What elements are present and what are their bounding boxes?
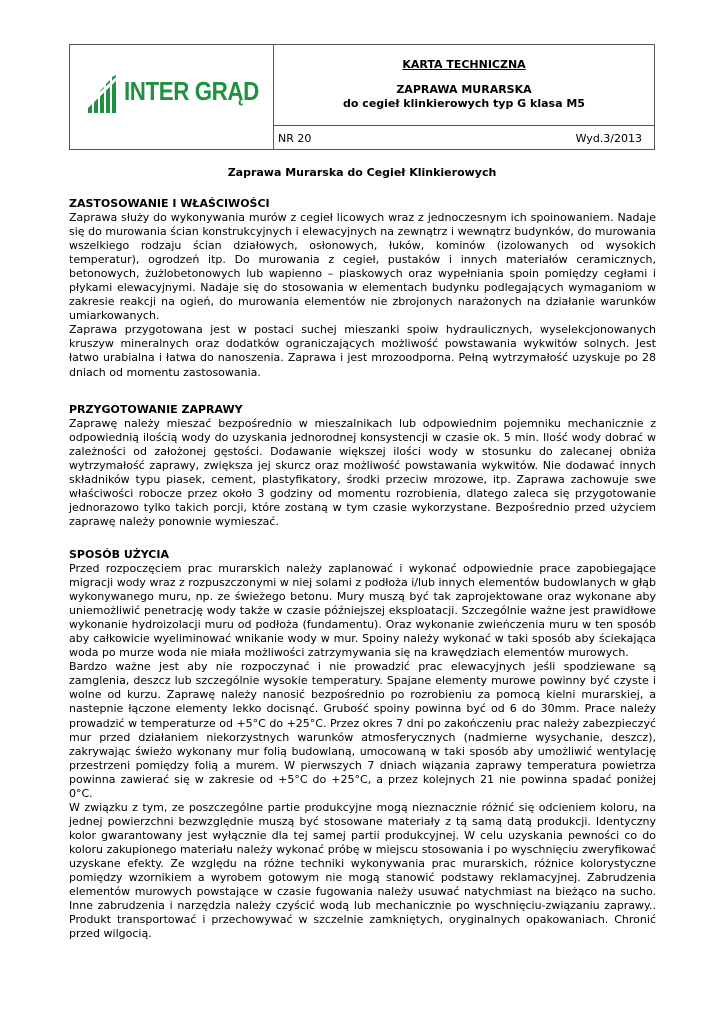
paragraph: Zaprawa służy do wykonywania murów z cegieł licowych wraz z jednoczesnym ich spoinowaniem. Nadaje się do murowania ścian konstrukcyjnych i elewacyjnych na zewnątrz i wewnątrz budynków, do murowania wszelkiego rodzaju ścian działowych, osłonowych, łuków, kominów (izolowanych od wysokich temperatur), ogrodzeń itp. Do murowania z cegieł, pustaków i innych materiałów ceramicznych, betonowych, żużlobetonowych lub wapienno – piaskowych oraz wypełniania spoin pomiędzy cegłami i płykami elewacyjnymi. Nadaje się do stosowania w elementach budynku podlegających wymaganiom w zakresie reakcji na ogień, do murowania elementów nie zbrojonych narażonych na działanie warunków umiarkowanych. bbox=[69, 211, 656, 323]
paragraph: Zaprawa przygotowana jest w postaci suchej mieszanki spoiw hydraulicznych, wyselekcjonowanych kruszyw mineralnych oraz dodatków ograniczających możliwość powstawania wykwitów solnych. Jest łatwo urabialna i łatwa do nanoszenia. Zaprawa i jest mrozoodporna. Pełną wytrzymałość uzyskuje po 28 dniach od momentu zastosowania. bbox=[69, 323, 656, 379]
paragraph: Bardzo ważne jest aby nie rozpoczynać i nie prowadzić prac elewacyjnych jeśli spodziewane są zamglenia, deszcz lub szczególnie wysokie temperatury. Spajane elementy murowe powinny być czyste i wolne od kurzu. Zaprawę należy nanosić bezpośrednio po rozrobieniu za pomocą kielni murarskiej, a nastepnie łączone elementy lekko docisnąć. Grubość spoiny powinna być od 6 do 30mm. Prace należy prowadzić w temperaturze od +5°C do +25°C. Przez okres 7 dni po zakończeniu prac należy zabezpieczyć mur przed działaniem niekorzystnych warunków atmosferycznych (nadmierne wysychanie, deszcz), zakrywając świeżo wykonany mur folią budowlaną, umocowaną w taki sposób aby umożliwić wentylację przestrzeni pomiędzy folią a murem. W pierwszych 7 dniach wiązania zaprawy temperatura powietrza powinna zawierać się w zakresie od +5°C do +25°C, a przez kolejnych 21 nie powinna spadać poniżej 0°C. bbox=[69, 660, 656, 800]
section-heading: SPOSÓB UŻYCIA bbox=[69, 548, 169, 561]
document-title: Zaprawa Murarska do Cegieł Klinkierowych bbox=[227, 166, 497, 179]
header-divider bbox=[274, 125, 654, 126]
paragraph: W związku z tym, ze poszczególne partie produkcyjne mogą nieznacznie różnić się odcieniem koloru, na jednej powierzchni bezwzględnie muszą być stosowane materiały z tą samą datą produkcji. Identyczny kolor gwarantowany jest wyłącznie dla tej samej partii produkcyjnej. W celu uzyskania pewności co do koloru zakupionego materiału należy wykonać próbę w miejscu stosowania i po wyschnięciu zweryfikować uzyskane efekty. Ze względu na różne techniki wykonywania prac murarskich, różnice kolorystyczne pomiędzy wzornikiem a wyrobem gotowym nie mogą stanowić podstawy reklamacyjnej. Zabrudzenia elementów murowych powstające w czasie fugowania należy usuwać natychmiast na bieżąco na sucho. Inne zabrudzenia i narzędzia należy czyścić wodą lub mechanicznie po wyschnięciu-związaniu zaprawy.. Produkt transportować i przechowywać w szczelnie zamkniętych, oryginalnych opakowaniach. Chronić przed wilgocią. bbox=[69, 800, 656, 941]
doc-number: NR 20 bbox=[278, 132, 312, 145]
doc-type: KARTA TECHNICZNA bbox=[402, 58, 526, 71]
product-name: ZAPRAWA MURARSKA bbox=[396, 83, 532, 96]
logo-cell bbox=[70, 45, 274, 149]
paragraph: Przed rozpoczęciem prac murarskich należy zaplanować i wykonać odpowiednie prace zapobiegające migracji wody wraz z rozpuszczonymi w niej solami z podłoża i/lub innych elementów budowlanych w głąb wykonywanego muru, np. ze świeżego betonu. Mury muszą być tak zaprojektowane oraz wykonane aby uniemożliwić penetrację wody także w czasie późniejszej eksploatacji. Szczególnie ważne jest prawidłowe wykonanie hydroizolacji muru od podłoża (fundamentu). Oraz wykonanie zwieńczenia muru w ten sposób aby całkowicie wyeliminować wnikanie wody w mur. Spoiny należy wykonać w taki sposób aby ściekająca woda po murze woda nie miała możliwości zatrzymywania się na krawędziach elementów murowych. bbox=[69, 562, 656, 660]
section-sposob-uzycia bbox=[69, 548, 656, 941]
brand-name: INTER GRĄD bbox=[124, 76, 259, 106]
paragraph: Zaprawę należy mieszać bezpośrednio w mieszalnikach lub odpowiednim pojemniku mechanicznie z odpowiednią ilością wody do uzyskania jednorodnej konsystencji w czasie ok. 5 min. Ilość wody dobrać w zależności od założonej gęstości. Dodawanie większej ilości wody w stosunku do zalecanej obniża wytrzymałość zaprawy, zwiększa jej skurcz oraz możliwość powstawania wykwitów. Nie dodawać innych składników typu piasek, cement, plastyfikatory, środki przeciw mrozowe, itp. Zaprawa zachowuje swe właściwości robocze przez około 3 godziny od momentu rozrobienia, dlatego zaleca się przygotowanie jednorazowo tylko takich porcji, które zostaną w tym czasie wykorzystane. Bezpośrednio przed użyciem zaprawę należy ponownie wymieszać. bbox=[69, 417, 656, 529]
header-table bbox=[69, 44, 655, 150]
doc-edition: Wyd.3/2013 bbox=[575, 132, 642, 145]
section-heading: ZASTOSOWANIE I WŁAŚCIWOŚCI bbox=[69, 197, 270, 210]
product-description: do cegieł klinkierowych typ G klasa M5 bbox=[343, 97, 585, 110]
section-heading: PRZYGOTOWANIE ZAPRAWY bbox=[69, 403, 243, 416]
header-info-cell bbox=[274, 45, 654, 149]
section-zastosowanie bbox=[69, 197, 656, 380]
section-przygotowanie bbox=[69, 403, 656, 529]
inter-grad-logo-icon bbox=[86, 75, 120, 113]
